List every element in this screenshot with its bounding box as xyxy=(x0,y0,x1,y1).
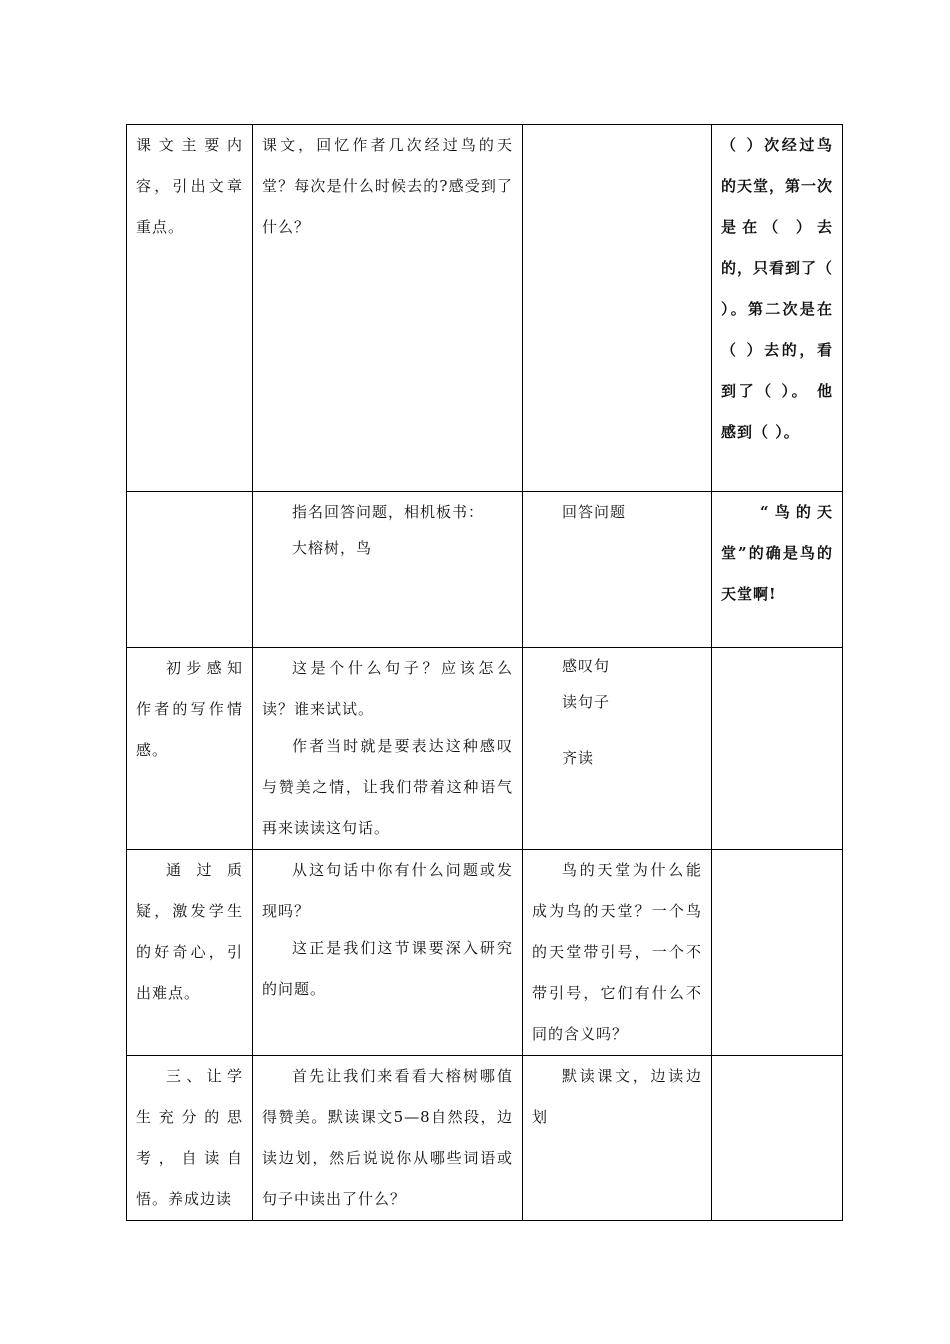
student-text: 默读课文，边读边划 xyxy=(532,1067,702,1126)
teacher-text: 这是个什么句子？应该怎么读？谁来试试。 xyxy=(262,659,513,718)
goal-text: 课文主要内容，引出文章重点。 xyxy=(136,136,243,236)
student-text: 回答问题 xyxy=(562,503,627,521)
board-text: “鸟的天堂”的确是鸟的天堂啊! xyxy=(721,503,833,603)
board-text: （ ）次经过鸟的天堂，第一次是在（ ）去的，只看到了（ ）。第二次是在（ ）去的，看到了（ ）。 他感到（ ）。 xyxy=(721,136,834,441)
student-text: 感叹句 xyxy=(562,657,611,675)
board-cell xyxy=(712,492,843,648)
table-row xyxy=(127,492,843,648)
goal-text: 通过质疑，激发学生的好奇心，引出难点。 xyxy=(136,861,243,1002)
board-cell xyxy=(712,1056,843,1221)
table-row xyxy=(127,125,843,492)
teacher-text: 这正是我们这节课要深入研究的问题。 xyxy=(262,939,513,998)
student-activity-cell xyxy=(523,492,712,648)
goal-cell xyxy=(127,1056,253,1221)
teacher-activity-cell xyxy=(253,492,523,648)
student-text: 齐读 xyxy=(562,749,595,767)
goal-cell xyxy=(127,850,253,1056)
goal-cell xyxy=(127,648,253,850)
goal-cell xyxy=(127,492,253,648)
student-activity-cell xyxy=(523,1056,712,1221)
teacher-activity-cell xyxy=(253,1056,523,1221)
spacer xyxy=(532,720,702,748)
student-text: 鸟的天堂为什么能成为鸟的天堂？一个鸟的天堂带引号，一个不带引号，它们有什么不同的含义吗？ xyxy=(532,861,702,1043)
board-cell xyxy=(712,850,843,1056)
student-activity-cell xyxy=(523,648,712,850)
teacher-activity-cell xyxy=(253,850,523,1056)
teacher-text: 大榕树，鸟 xyxy=(292,539,373,557)
teacher-activity-cell xyxy=(253,648,523,850)
student-activity-cell xyxy=(523,850,712,1056)
board-cell xyxy=(712,125,843,492)
student-text: 读句子 xyxy=(562,693,611,711)
teacher-text: 从这句话中你有什么问题或发现吗？ xyxy=(262,861,513,920)
goal-text: 三、让学生充分的思考，自读自悟。养成边读 xyxy=(136,1067,243,1208)
lesson-plan-table xyxy=(126,124,843,1221)
table-row xyxy=(127,1056,843,1221)
teacher-activity-cell xyxy=(253,125,523,492)
goal-cell xyxy=(127,125,253,492)
table-row xyxy=(127,850,843,1056)
teacher-text: 课文，回忆作者几次经过鸟的天堂？每次是什么时候去的?感受到了什么？ xyxy=(262,136,513,236)
teacher-text: 首先让我们来看看大榕树哪值得赞美。默读课文5—8自然段，边读边划，然后说说你从哪些词语或句子中读出了什么？ xyxy=(262,1067,513,1208)
teacher-text: 作者当时就是要表达这种感叹与赞美之情，让我们带着这种语气再来读读这句话。 xyxy=(262,737,513,837)
student-activity-cell xyxy=(523,125,712,492)
table-row xyxy=(127,648,843,850)
teacher-text: 指名回答问题，相机板书： xyxy=(292,503,485,521)
board-cell xyxy=(712,648,843,850)
goal-text: 初步感知作者的写作情感。 xyxy=(136,659,243,759)
